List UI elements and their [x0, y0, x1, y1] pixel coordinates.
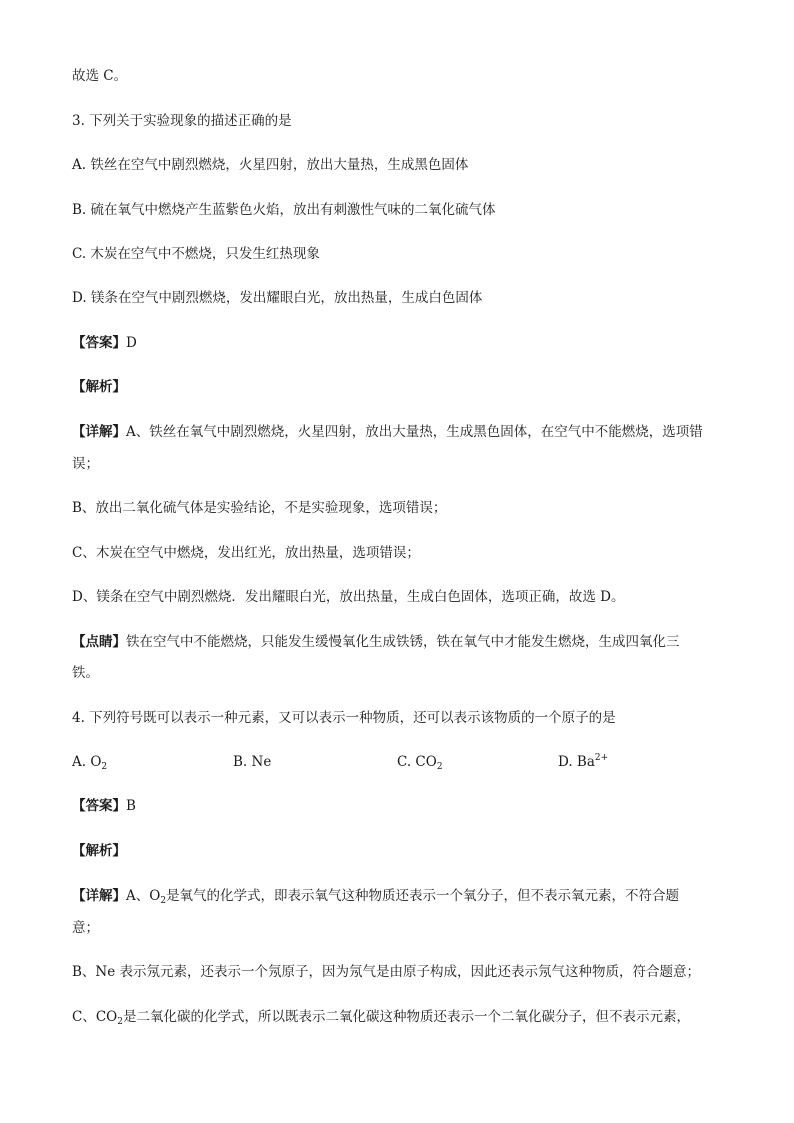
question-3-comment-continued: 铁。: [72, 665, 99, 681]
question-3-option-b: B. 硫在氧气中燃烧产生蓝紫色火焰，放出有刺激性气味的二氧化硫气体: [72, 202, 496, 218]
question-4-answer: [72, 796, 136, 816]
answer-tag: 【答案】: [72, 798, 126, 814]
comment-text: 铁在空气中不能燃烧，只能发生缓慢氧化生成铁锈，铁在氧气中才能发生燃烧，生成四氧化三: [126, 634, 680, 650]
question-4-option-c: C. $CO_2$: [397, 754, 443, 772]
question-4-analysis-heading: [72, 841, 126, 861]
previous-answer-conclusion: 故选 C。: [72, 68, 128, 84]
detail-a-text: A、铁丝在氧气中剧烈燃烧，火星四射，放出大量热，生成黑色固体，在空气中不能燃烧，选项错: [126, 424, 703, 440]
analysis-tag: 【解析】: [72, 379, 126, 395]
question-3-stem: 3. 下列关于实验现象的描述正确的是: [72, 113, 292, 129]
question-3-detail-b: B、放出二氧化硫气体是实验结论，不是实验现象，选项错误；: [72, 500, 447, 516]
answer-value: B: [126, 798, 136, 814]
question-3-detail-a: [72, 422, 703, 442]
question-4-detail-a-continued: 意；: [72, 920, 99, 936]
question-3-detail-c: C、木炭在空气中燃烧，发出红光，放出热量，选项错误；: [72, 545, 420, 561]
question-3-detail-a-continued: 误；: [72, 456, 99, 472]
question-3-option-c: C. 木炭在空气中不燃烧，只发生红热现象: [72, 246, 320, 262]
question-3-analysis-heading: [72, 377, 126, 397]
question-4-option-a: A. $O_2$: [72, 754, 108, 772]
detail-tag: 【详解】: [72, 888, 126, 904]
question-4-stem: 4. 下列符号既可以表示一种元素，又可以表示一种物质，还可以表示该物质的一个原子的是: [72, 710, 616, 726]
question-4-option-b: B. Ne: [233, 754, 272, 770]
question-4-detail-a: 【详解】A、$O_2$是氧气的化学式，即表示氧气这种物质还表示一个氧分子，但不表示氧元素，不符合题: [72, 888, 680, 906]
detail-tag: 【详解】: [72, 424, 126, 440]
question-3-answer: [72, 333, 137, 353]
answer-value: D: [126, 335, 137, 351]
comment-tag: 【点睛】: [72, 634, 126, 650]
question-3-detail-d: D、镁条在空气中剧烈燃烧．发出耀眼白光，放出热量，生成白色固体，选项正确，故选 D。: [72, 589, 625, 605]
question-3-option-a: A. 铁丝在空气中剧烈燃烧，火星四射，放出大量热，生成黑色固体: [72, 157, 469, 173]
question-4-detail-b: B、Ne 表示氖元素，还表示一个氖原子，因为氖气是由原子构成，因此还表示氖气这种物质，符合题意；: [72, 964, 701, 980]
analysis-tag: 【解析】: [72, 843, 126, 859]
answer-tag: 【答案】: [72, 335, 126, 351]
question-3-option-d: D. 镁条在空气中剧烈燃烧，发出耀眼白光，放出热量，生成白色固体: [72, 290, 483, 306]
question-3-comment: [72, 632, 680, 652]
question-4-option-d: D. $Ba^{2+}$: [558, 753, 609, 770]
question-4-detail-c: C、$CO_2$是二氧化碳的化学式，所以既表示二氧化碳这种物质还表示一个二氧化碳分子，但不表示元素，: [72, 1009, 690, 1027]
